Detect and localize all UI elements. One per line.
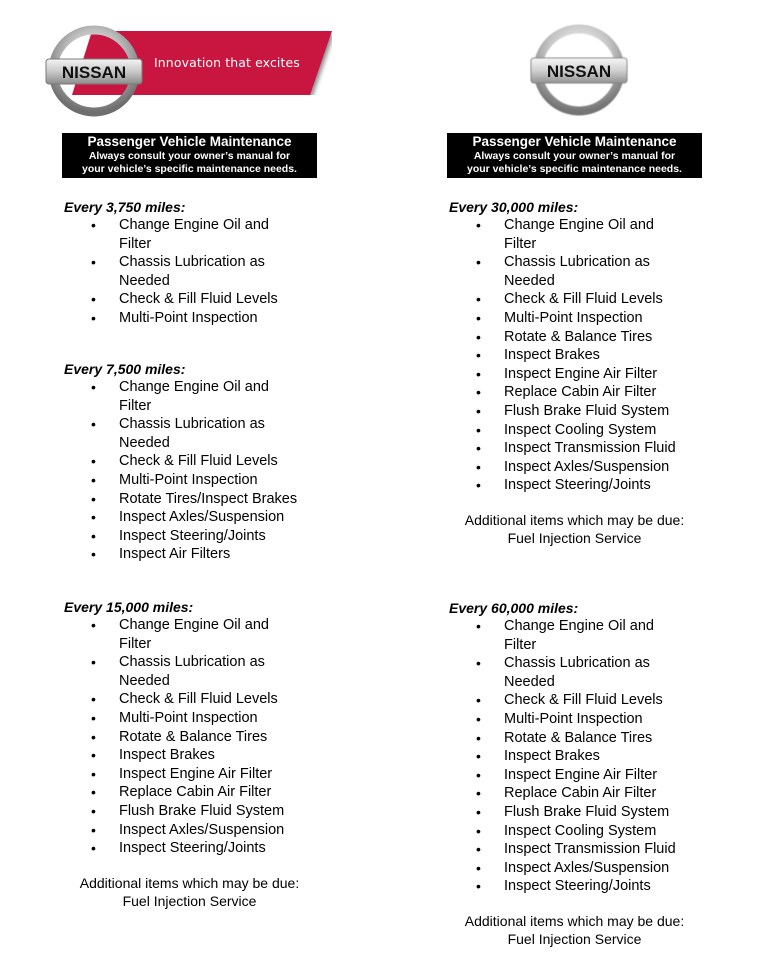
list-item: [64, 490, 299, 509]
additional-label: Additional items which may be due:: [464, 913, 685, 929]
list-item-text: Inspect Engine Air Filter: [504, 766, 658, 783]
list-item-text: Multi-Point Inspection: [504, 309, 643, 326]
list-item-text: Check & Fill Fluid Levels: [119, 291, 278, 308]
list-item: [449, 654, 684, 691]
maintenance-list: [449, 216, 749, 495]
bullet-icon: •: [476, 766, 481, 783]
list-item: [64, 709, 299, 728]
list-item: [64, 471, 299, 490]
list-item-text: Inspect Engine Air Filter: [504, 365, 658, 382]
list-item: [449, 877, 684, 896]
list-item: [64, 821, 299, 840]
bullet-icon: •: [476, 309, 481, 326]
list-item-text: Inspect Brakes: [119, 747, 215, 764]
additional-items-60000: [447, 912, 702, 948]
list-item-text: Inspect Brakes: [504, 347, 600, 364]
badge-logo-text: NISSAN: [546, 62, 612, 81]
list-item: [449, 691, 684, 710]
additional-label: Additional items which may be due:: [464, 512, 685, 528]
list-item: [64, 527, 299, 546]
list-item: [64, 765, 299, 784]
list-item-text: Change Engine Oil and Filter: [504, 217, 654, 252]
list-item: [64, 728, 299, 747]
maintenance-header-box: [62, 133, 317, 178]
list-item-text: Chassis Lubrication as Needed: [119, 654, 265, 689]
bullet-icon: •: [91, 617, 96, 633]
list-item-text: Rotate & Balance Tires: [504, 729, 653, 746]
list-item: [64, 746, 299, 765]
bullet-icon: •: [91, 217, 96, 233]
list-item-text: Inspect Steering/Joints: [504, 878, 651, 895]
additional-item: Fuel Injection Service: [507, 931, 642, 947]
list-item-text: Inspect Axles/Suspension: [504, 859, 670, 876]
header-subtitle-line2: your vehicle’s specific maintenance needs.: [82, 163, 297, 175]
bullet-icon: •: [476, 618, 481, 634]
list-item-text: Rotate & Balance Tires: [119, 728, 268, 745]
bullet-icon: •: [476, 421, 481, 438]
section-title: Every 15,000 miles:: [64, 599, 194, 615]
bullet-icon: •: [476, 347, 481, 364]
list-item-text: Inspect Transmission Fluid: [504, 841, 676, 858]
bullet-icon: •: [476, 822, 481, 839]
bullet-icon: •: [476, 841, 481, 858]
list-item-text: Chassis Lubrication as Needed: [119, 254, 265, 289]
list-item: [449, 365, 684, 384]
additional-label: Additional items which may be due:: [79, 875, 300, 891]
additional-item: Fuel Injection Service: [122, 893, 257, 909]
bullet-icon: •: [476, 785, 481, 802]
list-item-text: Change Engine Oil and Filter: [119, 617, 269, 652]
bullet-icon: •: [91, 254, 96, 271]
list-item-text: Inspect Air Filters: [119, 546, 231, 563]
list-item: [449, 216, 684, 253]
nissan-badge-icon: [40, 25, 148, 122]
bullet-icon: •: [476, 655, 481, 672]
bullet-icon: •: [476, 692, 481, 709]
bullet-icon: •: [91, 490, 96, 507]
list-item-text: Inspect Steering/Joints: [119, 840, 266, 857]
brand-tagline: Innovation that excites: [154, 55, 300, 70]
bullet-icon: •: [91, 747, 96, 764]
maintenance-list: [64, 216, 364, 328]
list-item-text: Inspect Axles/Suspension: [119, 509, 285, 526]
list-item: [449, 784, 684, 803]
section-7500-miles: [64, 360, 364, 564]
list-item-text: Inspect Steering/Joints: [119, 527, 266, 544]
list-item: [449, 439, 684, 458]
bullet-icon: •: [91, 784, 96, 801]
list-item: [449, 840, 684, 859]
bullet-icon: •: [476, 710, 481, 727]
nissan-badge-icon: [525, 22, 633, 123]
list-item: [449, 822, 684, 841]
list-item: [64, 415, 299, 452]
list-item: [449, 747, 684, 766]
bullet-icon: •: [91, 709, 96, 726]
list-item: [449, 710, 684, 729]
list-item-text: Inspect Cooling System: [504, 421, 657, 438]
header-subtitle-line1: Always consult your owner’s manual for: [88, 150, 291, 162]
bullet-icon: •: [91, 527, 96, 544]
list-item: [449, 253, 684, 290]
list-item-text: Inspect Axles/Suspension: [119, 821, 285, 838]
bullet-icon: •: [91, 802, 96, 819]
bullet-icon: •: [91, 309, 96, 326]
list-item: [64, 508, 299, 527]
bullet-icon: •: [91, 379, 96, 395]
header-title: Passenger Vehicle Maintenance: [87, 134, 292, 149]
list-item: [64, 802, 299, 821]
list-item-text: Replace Cabin Air Filter: [504, 384, 657, 401]
section-title: Every 60,000 miles:: [449, 600, 579, 616]
list-item: [449, 290, 684, 309]
section-3750-miles: [64, 198, 364, 328]
list-item: [64, 309, 299, 328]
list-item-text: Inspect Transmission Fluid: [504, 440, 676, 457]
bullet-icon: •: [476, 477, 481, 494]
list-item-text: Replace Cabin Air Filter: [119, 784, 272, 801]
list-item-text: Check & Fill Fluid Levels: [119, 691, 278, 708]
bullet-icon: •: [476, 217, 481, 233]
section-60000-miles: [449, 599, 749, 896]
section-title: Every 7,500 miles:: [64, 361, 186, 377]
list-item-text: Change Engine Oil and Filter: [119, 217, 269, 252]
list-item-text: Check & Fill Fluid Levels: [119, 453, 278, 470]
additional-item: Fuel Injection Service: [507, 530, 642, 546]
bullet-icon: •: [91, 840, 96, 857]
section-30000-miles: [449, 198, 749, 495]
list-item: [64, 690, 299, 709]
bullet-icon: •: [476, 440, 481, 457]
header-subtitle-line1: Always consult your owner’s manual for: [473, 150, 676, 162]
list-item-text: Multi-Point Inspection: [504, 710, 643, 727]
list-item-text: Multi-Point Inspection: [119, 709, 258, 726]
list-item: [449, 803, 684, 822]
bullet-icon: •: [476, 803, 481, 820]
header-subtitle-line2: your vehicle’s specific maintenance needs.: [467, 163, 682, 175]
bullet-icon: •: [91, 546, 96, 563]
list-item: [449, 458, 684, 477]
maintenance-list: [64, 378, 364, 564]
list-item: [64, 616, 299, 653]
bullet-icon: •: [476, 365, 481, 382]
bullet-icon: •: [476, 402, 481, 419]
list-item: [449, 617, 684, 654]
list-item: [449, 402, 684, 421]
list-item-text: Inspect Cooling System: [504, 822, 657, 839]
bullet-icon: •: [476, 291, 481, 308]
list-item-text: Chassis Lubrication as Needed: [119, 416, 265, 451]
list-item-text: Inspect Axles/Suspension: [504, 458, 670, 475]
list-item-text: Check & Fill Fluid Levels: [504, 291, 663, 308]
bullet-icon: •: [91, 821, 96, 838]
bullet-icon: •: [476, 878, 481, 895]
bullet-icon: •: [91, 728, 96, 745]
list-item: [449, 729, 684, 748]
bullet-icon: •: [476, 859, 481, 876]
bullet-icon: •: [476, 729, 481, 746]
bullet-icon: •: [476, 458, 481, 475]
bullet-icon: •: [91, 765, 96, 782]
list-item-text: Check & Fill Fluid Levels: [504, 692, 663, 709]
list-item: [64, 653, 299, 690]
list-item-text: Flush Brake Fluid System: [504, 402, 670, 419]
list-item: [64, 452, 299, 471]
bullet-icon: •: [91, 691, 96, 708]
additional-items-15000: [62, 874, 317, 910]
bullet-icon: •: [91, 416, 96, 433]
list-item: [449, 421, 684, 440]
list-item: [64, 378, 299, 415]
bullet-icon: •: [91, 291, 96, 308]
list-item-text: Change Engine Oil and Filter: [119, 379, 269, 414]
list-item-text: Inspect Brakes: [504, 748, 600, 765]
list-item: [64, 545, 299, 564]
list-item-text: Chassis Lubrication as Needed: [504, 254, 650, 289]
list-item-text: Multi-Point Inspection: [119, 309, 258, 326]
list-item-text: Multi-Point Inspection: [119, 471, 258, 488]
additional-items-30000: [447, 511, 702, 547]
list-item-text: Flush Brake Fluid System: [119, 802, 285, 819]
list-item: [449, 346, 684, 365]
list-item-text: Change Engine Oil and Filter: [504, 618, 654, 653]
bullet-icon: •: [91, 453, 96, 470]
list-item: [449, 859, 684, 878]
list-item: [449, 383, 684, 402]
list-item: [449, 309, 684, 328]
section-15000-miles: [64, 598, 364, 858]
list-item-text: Inspect Engine Air Filter: [119, 765, 273, 782]
section-title: Every 3,750 miles:: [64, 199, 186, 215]
list-item-text: Inspect Steering/Joints: [504, 477, 651, 494]
bullet-icon: •: [476, 384, 481, 401]
list-item: [64, 783, 299, 802]
header-title: Passenger Vehicle Maintenance: [472, 134, 677, 149]
list-item: [64, 290, 299, 309]
bullet-icon: •: [91, 654, 96, 671]
badge-logo-text: NISSAN: [61, 63, 127, 82]
bullet-icon: •: [91, 509, 96, 526]
list-item-text: Chassis Lubrication as Needed: [504, 655, 650, 690]
list-item-text: Replace Cabin Air Filter: [504, 785, 657, 802]
list-item-text: Flush Brake Fluid System: [504, 803, 670, 820]
bullet-icon: •: [476, 328, 481, 345]
list-item-text: Rotate Tires/Inspect Brakes: [119, 490, 298, 507]
list-item: [64, 253, 299, 290]
list-item: [449, 328, 684, 347]
bullet-icon: •: [476, 254, 481, 271]
nissan-banner-logo: [52, 25, 342, 110]
list-item: [64, 839, 299, 858]
maintenance-list: [449, 617, 749, 896]
list-item: [449, 766, 684, 785]
list-item-text: Rotate & Balance Tires: [504, 328, 653, 345]
bullet-icon: •: [91, 471, 96, 488]
list-item: [64, 216, 299, 253]
list-item: [449, 476, 684, 495]
maintenance-list: [64, 616, 364, 858]
section-title: Every 30,000 miles:: [449, 199, 579, 215]
maintenance-header-box: [447, 133, 702, 178]
bullet-icon: •: [476, 748, 481, 765]
